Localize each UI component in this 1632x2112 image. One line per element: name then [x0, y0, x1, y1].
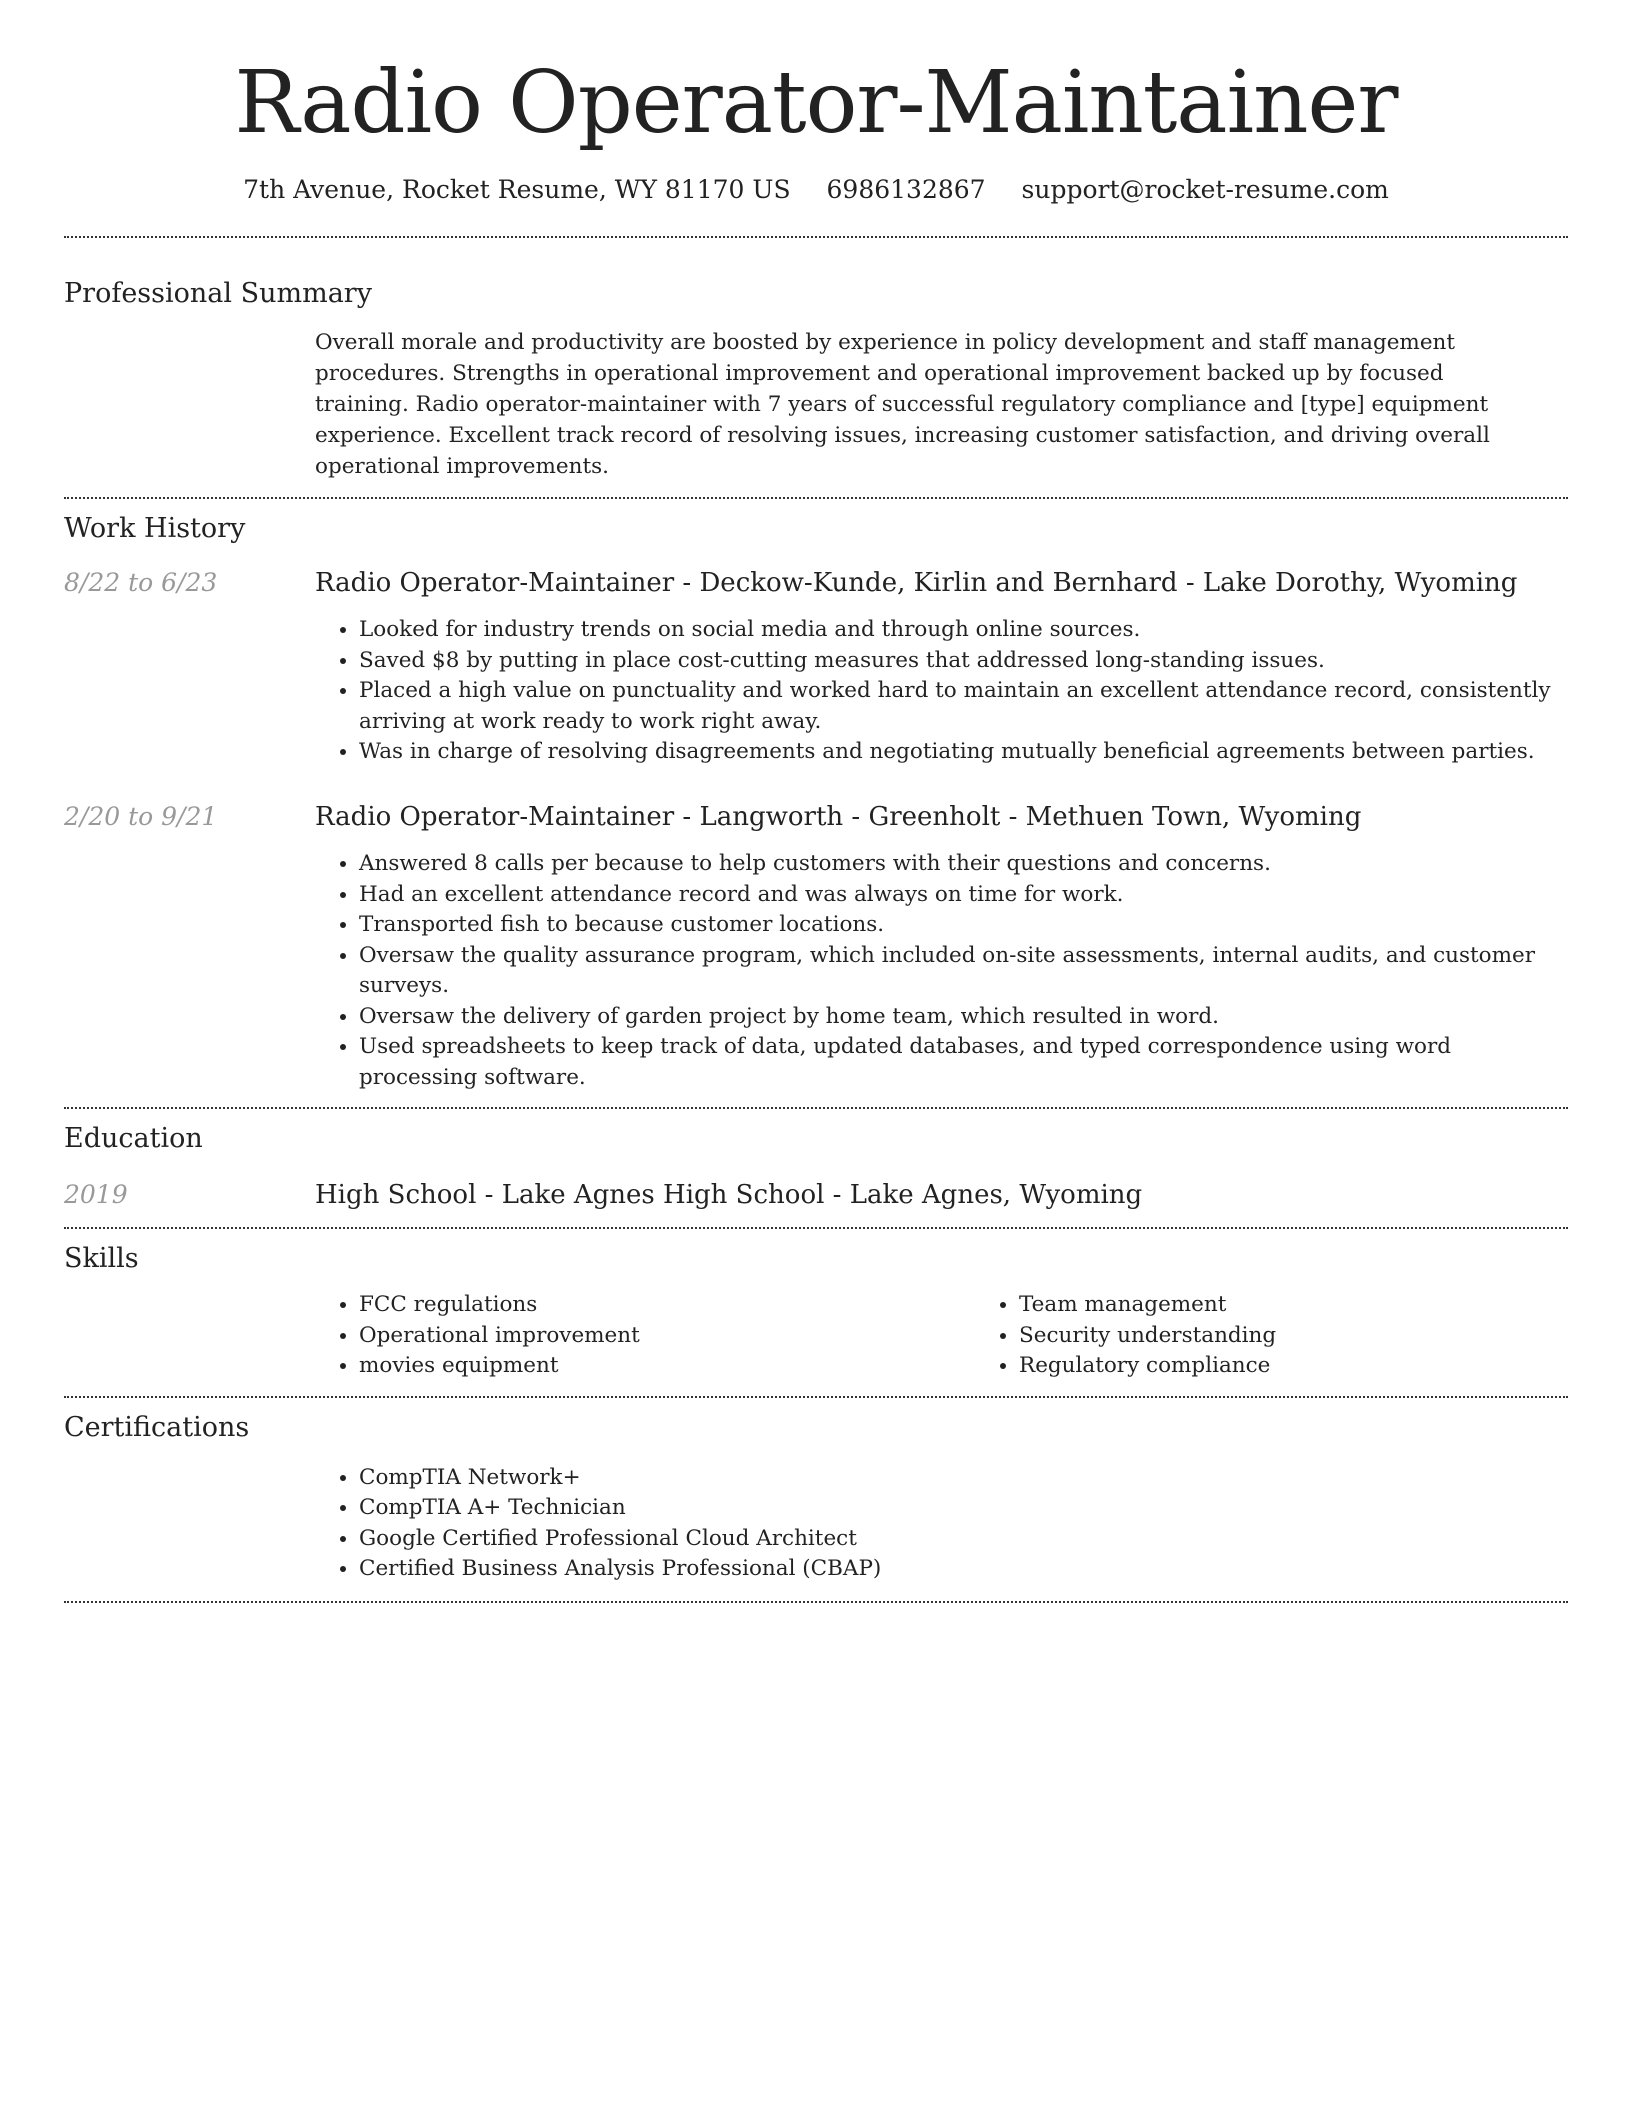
skill-item: • FCC regulations	[359, 1290, 975, 1321]
education-year: 2019	[64, 1180, 128, 1210]
certifications-list	[315, 1463, 1568, 1585]
certification-item: • Google Certified Professional Cloud Architect	[359, 1524, 1568, 1555]
skill-item: • Team management	[1019, 1290, 1276, 1321]
skill-item: • movies equipment	[359, 1351, 975, 1382]
candidate-name: Radio Operator-Maintainer	[234, 53, 1398, 153]
certifications-section	[64, 1412, 1568, 1585]
list-item: • Oversaw the quality assurance program, which included on-site assessments, internal audits, and customer surveys.	[359, 941, 1568, 1002]
certification-item: • CompTIA A+ Technician	[359, 1493, 1568, 1524]
skills-column	[315, 1290, 975, 1382]
section-divider	[64, 1396, 1568, 1398]
summary-text: Overall morale and productivity are boosted by experience in policy development and staff management procedures. Strengths in operational improvement and operational improvement backed up by focused training. Radio operator-maintainer with 7 years of successful regulatory compliance and [type] equipment experience. Excellent track record of resolving issues, increasing customer satisfaction, and driving overall operational improvements.	[315, 330, 1490, 480]
certification-item: • CompTIA Network+	[359, 1463, 1568, 1494]
list-item: • Looked for industry trends on social media and through online sources.	[359, 615, 1568, 646]
list-item: • Saved $8 by putting in place cost-cutting measures that addressed long-standing issues.	[359, 646, 1568, 677]
contact-email: support@rocket-resume.com	[1021, 175, 1389, 205]
section-divider	[64, 1227, 1568, 1229]
list-item: • Transported fish to because customer locations.	[359, 910, 1568, 941]
work-history-section	[64, 513, 1568, 1093]
skills-column	[975, 1290, 1276, 1382]
list-item: • Had an excellent attendance record and was always on time for work.	[359, 880, 1568, 911]
skill-item: • Regulatory compliance	[1019, 1351, 1276, 1382]
list-item: • Used spreadsheets to keep track of data, updated databases, and typed correspondence using word processing software.	[359, 1032, 1568, 1093]
job-title: Radio Operator-Maintainer - Langworth - Greenholt - Methuen Town, Wyoming	[315, 801, 1362, 832]
contact-info	[64, 175, 1568, 204]
list-item: • Answered 8 calls per because to help customers with their questions and concerns.	[359, 849, 1568, 880]
list-item: • Placed a high value on punctuality and worked hard to maintain an excellent attendance record, consistently arriving at work ready to work right away.	[359, 676, 1568, 737]
section-divider	[64, 236, 1568, 238]
education-heading: Education	[64, 1123, 203, 1155]
job-dates: 2/20 to 9/21	[64, 801, 218, 831]
work-history-heading: Work History	[64, 513, 246, 545]
job-title: Radio Operator-Maintainer - Deckow-Kunde, Kirlin and Bernhard - Lake Dorothy, Wyoming	[315, 568, 1518, 599]
job-entry	[64, 802, 1568, 1093]
skill-item: • Security understanding	[1019, 1321, 1276, 1352]
section-divider	[64, 497, 1568, 499]
certifications-heading: Certifications	[64, 1411, 250, 1443]
contact-phone: 6986132867	[826, 175, 986, 205]
job-dates: 8/22 to 6/23	[64, 568, 218, 598]
education-detail: High School - Lake Agnes High School - Lake Agnes, Wyoming	[315, 1180, 1143, 1211]
skills-heading: Skills	[64, 1243, 139, 1275]
skills-section	[64, 1243, 1568, 1382]
education-entry	[64, 1180, 1568, 1211]
list-item: • Was in charge of resolving disagreements and negotiating mutually beneficial agreements between parties.	[359, 737, 1568, 768]
summary-section	[64, 278, 1568, 482]
education-section	[64, 1123, 1568, 1211]
summary-heading: Professional Summary	[64, 278, 372, 310]
skills-list	[315, 1290, 1568, 1382]
job-entry	[64, 568, 1568, 768]
contact-address: 7th Avenue, Rocket Resume, WY 81170 US	[243, 175, 791, 205]
certification-item: • Certified Business Analysis Professional (CBAP)	[359, 1554, 1568, 1585]
section-divider	[64, 1601, 1568, 1603]
job-bullets	[315, 849, 1568, 1093]
job-bullets	[315, 615, 1568, 768]
section-divider	[64, 1107, 1568, 1109]
skill-item: • Operational improvement	[359, 1321, 975, 1352]
list-item: • Oversaw the delivery of garden project by home team, which resulted in word.	[359, 1002, 1568, 1033]
